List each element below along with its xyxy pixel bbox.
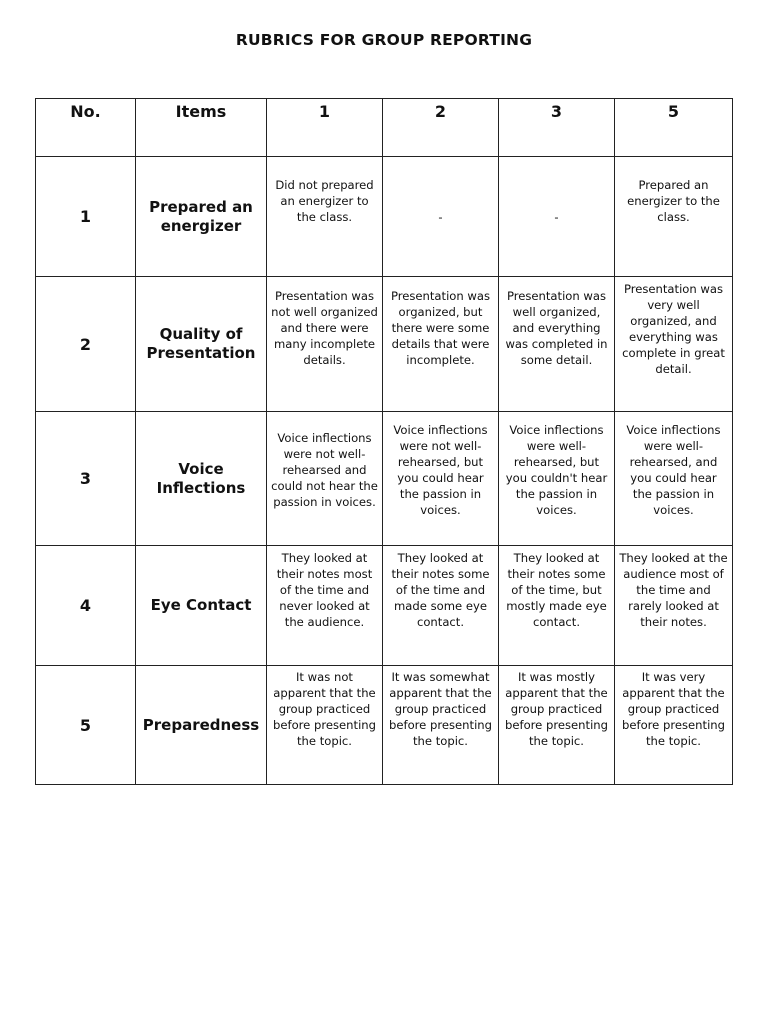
header-score-1: 1 [267, 99, 383, 157]
cell-score-1: Voice inflections were not well-rehearsed and could not hear the passion in voices. [267, 412, 383, 546]
row-number: 4 [36, 546, 136, 666]
cell-score-3: It was mostly apparent that the group practiced before presenting the topic. [499, 666, 615, 785]
header-score-3: 3 [499, 99, 615, 157]
cell-score-2: It was somewhat apparent that the group practiced before presenting the topic. [383, 666, 499, 785]
cell-score-2: They looked at their notes some of the time and made some eye contact. [383, 546, 499, 666]
header-score-2: 2 [383, 99, 499, 157]
row-number: 2 [36, 277, 136, 412]
table-header-row [36, 99, 733, 157]
header-no: No. [36, 99, 136, 157]
cell-score-1: Presentation was not well organized and there were many incomplete details. [267, 277, 383, 412]
table-row [36, 157, 733, 277]
cell-score-3: Presentation was well organized, and everything was completed in some detail. [499, 277, 615, 412]
cell-score-1: It was not apparent that the group practiced before presenting the topic. [267, 666, 383, 785]
row-number: 5 [36, 666, 136, 785]
cell-score-3: - [499, 157, 615, 277]
header-items: Items [136, 99, 267, 157]
cell-score-3: They looked at their notes some of the time, but mostly made eye contact. [499, 546, 615, 666]
row-item: Preparedness [136, 666, 267, 785]
cell-score-3: Voice inflections were well-rehearsed, but you couldn't hear the passion in voices. [499, 412, 615, 546]
cell-score-5: Voice inflections were well-rehearsed, and you could hear the passion in voices. [615, 412, 733, 546]
cell-score-5: It was very apparent that the group practiced before presenting the topic. [615, 666, 733, 785]
table-row [36, 277, 733, 412]
cell-score-5: Presentation was very well organized, and everything was complete in great detail. [615, 277, 733, 412]
table-row [36, 546, 733, 666]
table-row [36, 412, 733, 546]
cell-score-1: They looked at their notes most of the time and never looked at the audience. [267, 546, 383, 666]
row-item: Prepared an energizer [136, 157, 267, 277]
cell-score-1: Did not prepared an energizer to the class. [267, 157, 383, 277]
header-score-5: 5 [615, 99, 733, 157]
cell-score-5: Prepared an energizer to the class. [615, 157, 733, 277]
row-number: 3 [36, 412, 136, 546]
table-row [36, 666, 733, 785]
cell-score-5: They looked at the audience most of the time and rarely looked at their notes. [615, 546, 733, 666]
row-item: Eye Contact [136, 546, 267, 666]
row-item: Voice Inflections [136, 412, 267, 546]
rubric-table [35, 98, 733, 785]
cell-score-2: Presentation was organized, but there were some details that were incomplete. [383, 277, 499, 412]
row-number: 1 [36, 157, 136, 277]
row-item: Quality of Presentation [136, 277, 267, 412]
page-title: RUBRICS FOR GROUP REPORTING [235, 31, 533, 49]
cell-score-2: - [383, 157, 499, 277]
cell-score-2: Voice inflections were not well-rehearsed, but you could hear the passion in voices. [383, 412, 499, 546]
